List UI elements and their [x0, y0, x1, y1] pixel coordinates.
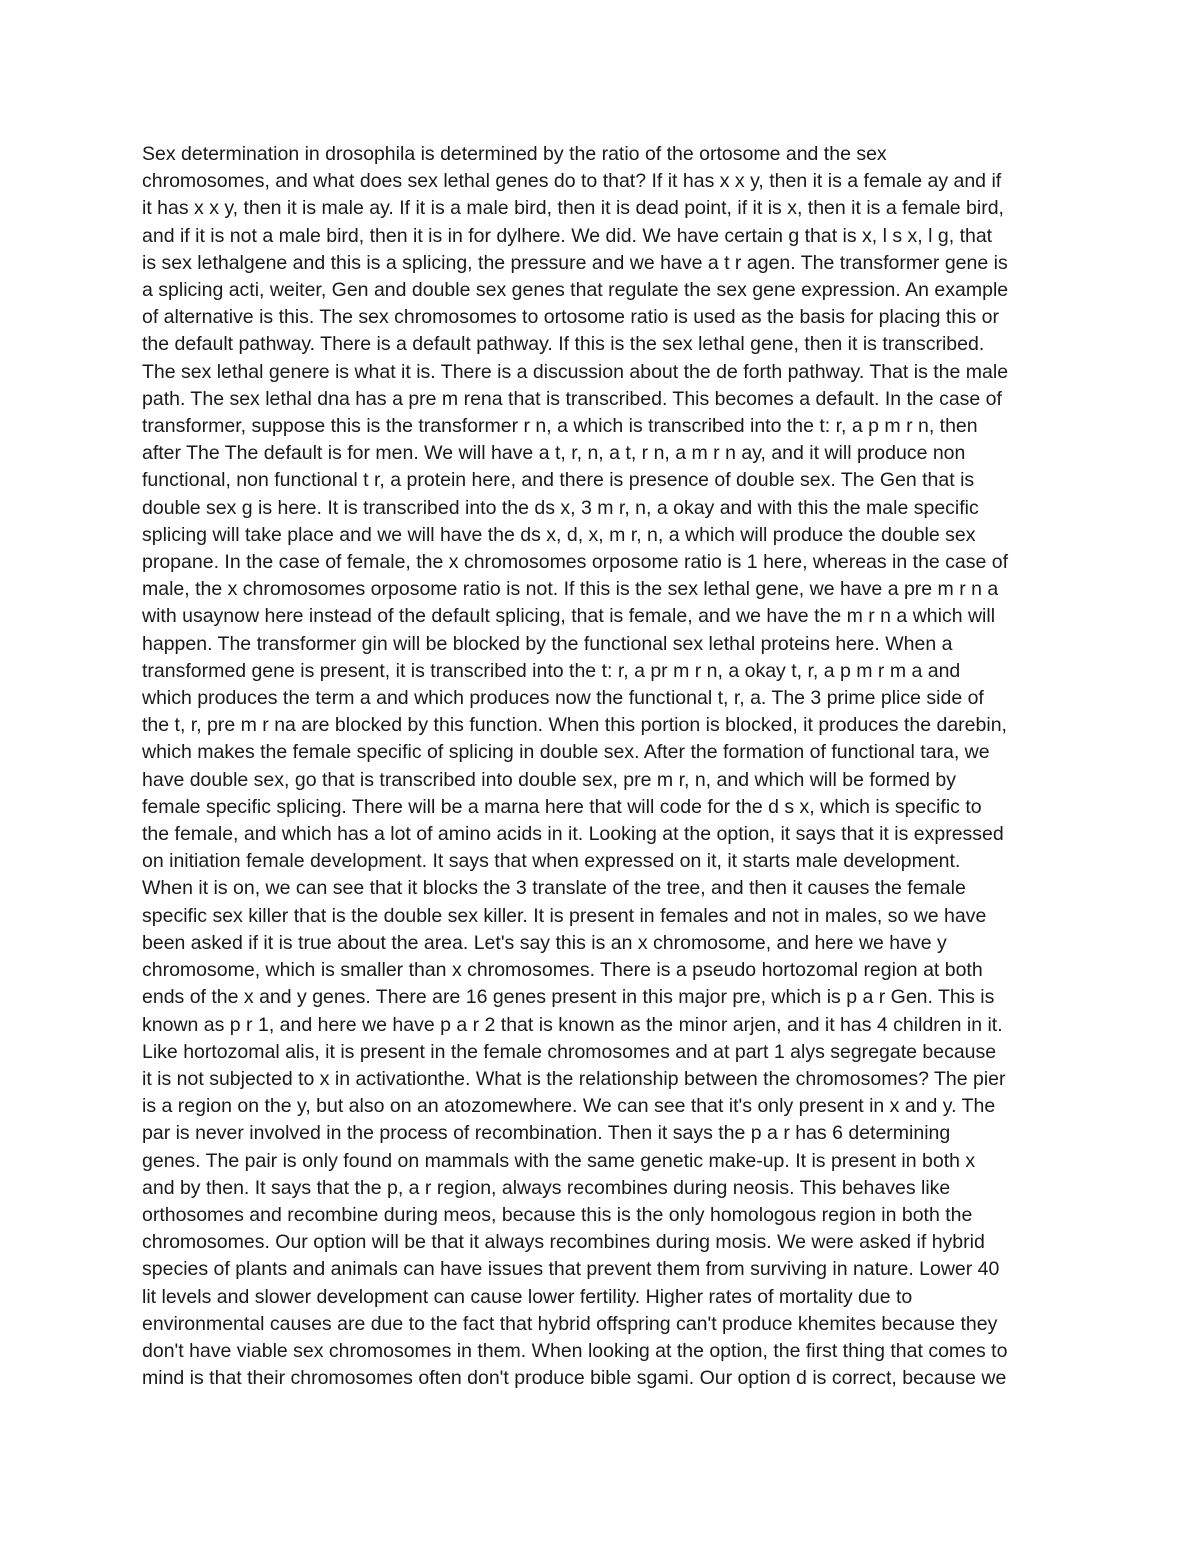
text-line: ends of the x and y genes. There are 16 genes present in this major pre, which is p a r Gen. This is	[142, 986, 995, 1009]
text-line: environmental causes are due to the fact that hybrid offspring can't produce khemites because they	[142, 1312, 998, 1335]
text-line: transformed gene is present, it is transcribed into the t: r, a pr m r n, a okay t, r, a p m r m a and	[142, 659, 961, 682]
text-line: known as p r 1, and here we have p a r 2 that is known as the minor arjen, and it has 4 children in it.	[142, 1013, 1003, 1036]
text-line: orthosomes and recombine during meos, because this is the only homologous region in both the	[142, 1203, 973, 1226]
text-line: the t, r, pre m r na are blocked by this function. When this portion is blocked, it produces the darebin,	[142, 714, 1007, 737]
text-line: been asked if it is true about the area. Let's say this is an x chromosome, and here we have y	[142, 931, 947, 954]
text-line: chromosomes. Our option will be that it always recombines during mosis. We were asked if hybrid	[142, 1231, 985, 1254]
text-line: have double sex, go that is transcribed into double sex, pre m r, n, and which will be formed by	[142, 768, 957, 791]
text-line: after The The default is for men. We will have a t, r, n, a t, r n, a m r n ay, and it will produce non	[142, 442, 966, 465]
text-line: par is never involved in the process of recombination. Then it says the p a r has 6 determining	[142, 1122, 951, 1145]
text-line: Like hortozomal alis, it is present in the female chromosomes and at part 1 alys segregate because	[142, 1040, 997, 1063]
text-line: chromosome, which is smaller than x chromosomes. There is a pseudo hortozomal region at both	[142, 959, 983, 982]
document-body-text	[142, 141, 1072, 1392]
text-line: which produces the term a and which produces now the functional t, r, a. The 3 prime plice side of	[142, 687, 984, 710]
text-line: it is not subjected to x in activationthe. What is the relationship between the chromosomes? The pier	[142, 1067, 1006, 1090]
text-line: don't have viable sex chromosomes in them. When looking at the option, the first thing that comes to	[142, 1339, 1008, 1362]
text-line: a splicing acti, weiter, Gen and double sex genes that regulate the sex gene expression. An example	[142, 279, 1009, 302]
text-line: Sex determination in drosophila is determined by the ratio of the ortosome and the sex	[142, 143, 887, 165]
text-line: female specific splicing. There will be a marna here that will code for the d s x, which is specific to	[142, 795, 982, 818]
text-line: which makes the female specific of splicing in double sex. After the formation of functional tara, we	[142, 741, 990, 764]
text-line: genes. The pair is only found on mammals with the same genetic make-up. It is present in both x	[142, 1149, 976, 1172]
text-line: the female, and which has a lot of amino acids in it. Looking at the option, it says that it is expressed	[142, 823, 1004, 846]
text-line: lit levels and slower development can cause lower fertility. Higher rates of mortality due to	[142, 1285, 913, 1308]
text-line: on initiation female development. It says that when expressed on it, it starts male development.	[142, 850, 961, 873]
text-line: it has x x y, then it is male ay. If it is a male bird, then it is dead point, if it is x, then it is a female bird,	[142, 197, 1004, 220]
text-line: mind is that their chromosomes often don't produce bible sgami. Our option d is correct, because we	[142, 1367, 1007, 1390]
text-line: The sex lethal genere is what it is. There is a discussion about the de forth pathway. That is the male	[142, 360, 1009, 383]
text-line: is sex lethalgene and this is a splicing, the pressure and we have a t r agen. The transformer gene is	[142, 251, 1008, 274]
text-line: the default pathway. There is a default pathway. If this is the sex lethal gene, then it is transcribed.	[142, 333, 985, 356]
text-line: splicing will take place and we will have the ds x, d, x, m r, n, a which will produce the double sex	[142, 523, 976, 546]
text-line: is a region on the y, but also on an atozomewhere. We can see that it's only present in x and y. The	[142, 1095, 996, 1118]
text-line: chromosomes, and what does sex lethal genes do to that? If it has x x y, then it is a female ay and if	[142, 170, 1002, 193]
text-line: path. The sex lethal dna has a pre m rena that is transcribed. This becomes a default. In the case of	[142, 387, 1002, 410]
text-line: happen. The transformer gin will be blocked by the functional sex lethal proteins here. When a	[142, 632, 953, 655]
text-line: propane. In the case of female, the x chromosomes orposome ratio is 1 here, whereas in the case of	[142, 551, 1009, 574]
text-line: When it is on, we can see that it blocks the 3 translate of the tree, and then it causes the female	[142, 877, 966, 900]
text-line: species of plants and animals can have issues that prevent them from surviving in nature. Lower 40	[142, 1258, 1000, 1281]
text-line: male, the x chromosomes orposome ratio is not. If this is the sex lethal gene, we have a pre m r n a	[142, 578, 999, 601]
text-line: with usaynow here instead of the default splicing, that is female, and we have the m r n a which will	[142, 605, 996, 628]
text-line: functional, non functional t r, a protein here, and there is presence of double sex. The Gen that is	[142, 469, 975, 492]
text-line: double sex g is here. It is transcribed into the ds x, 3 m r, n, a okay and with this the male specific	[142, 496, 979, 519]
text-line: and by then. It says that the p, a r region, always recombines during neosis. This behaves like	[142, 1176, 951, 1199]
text-line: of alternative is this. The sex chromosomes to ortosome ratio is used as the basis for placing this or	[142, 306, 999, 329]
text-line: transformer, suppose this is the transformer r n, a which is transcribed into the t: r, a p m r n, then	[142, 415, 978, 438]
text-line: and if it is not a male bird, then it is in for dylhere. We did. We have certain g that is x, l s x, l g, that	[142, 224, 993, 247]
text-line: specific sex killer that is the double sex killer. It is present in females and not in males, so we have	[142, 904, 987, 927]
